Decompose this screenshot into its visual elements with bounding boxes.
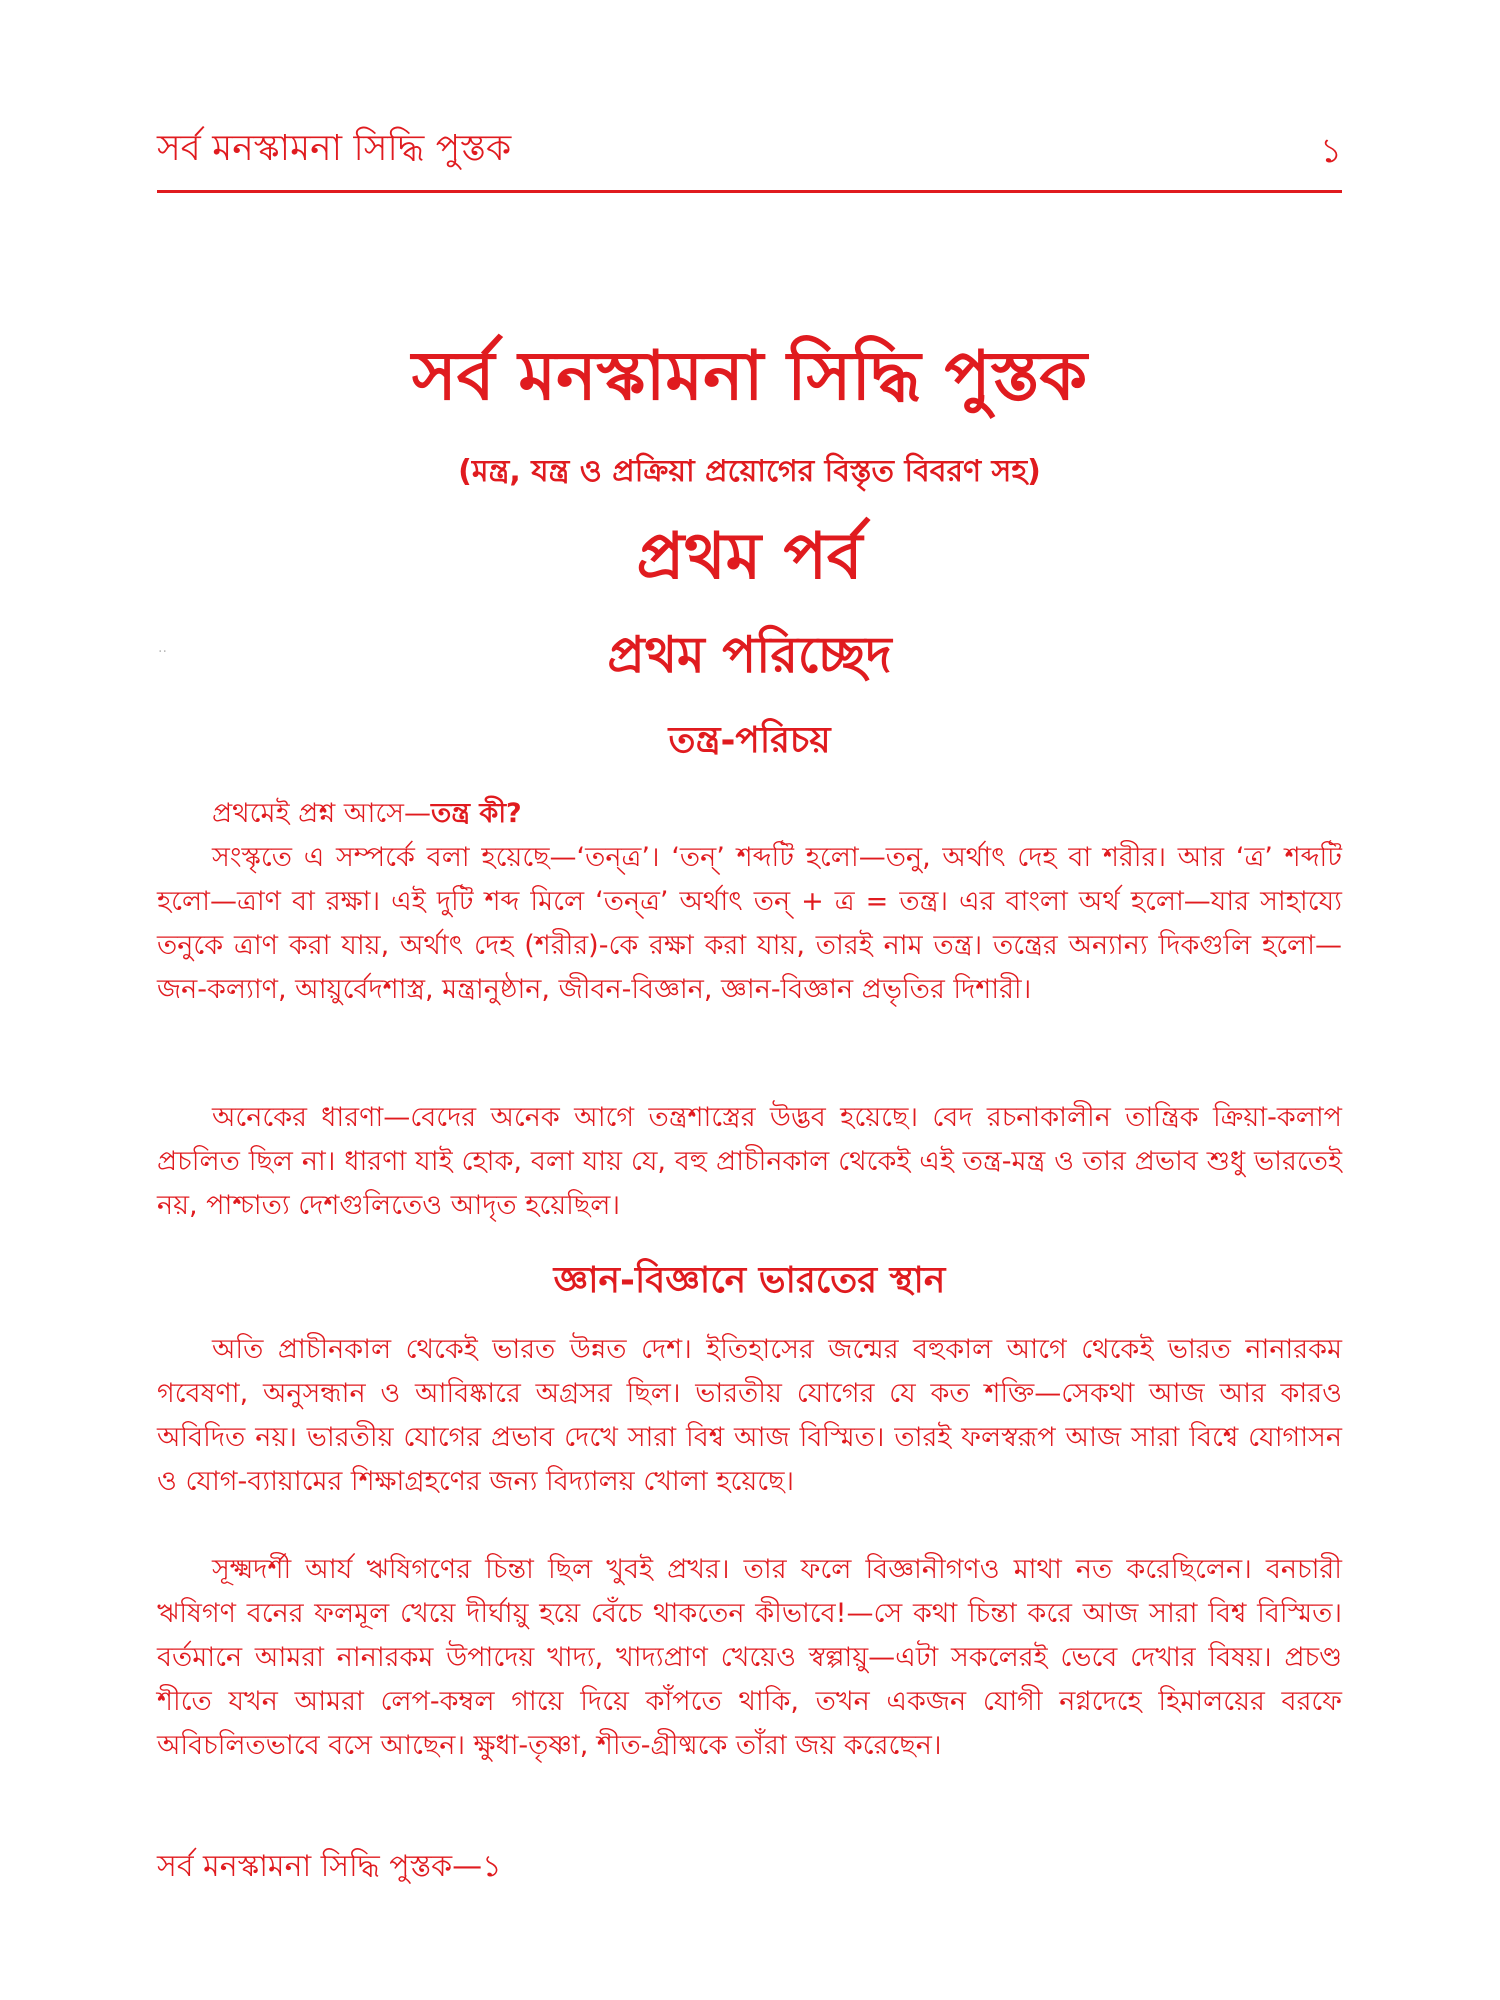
part-title: প্রথম পর্ব [636, 520, 863, 594]
question-lead: প্রথমেই প্রশ্ন আসে— [212, 798, 432, 829]
book-title: সর্ব মনস্কামনা সিদ্ধি পুস্তক [411, 337, 1088, 416]
paragraph-1: সংস্কৃতে এ সম্পর্কে বলা হয়েছে—‘তন্‌ত্র’। ‘তন্‌’ শব্দটি হলো—তনু, অর্থাৎ দেহ বা শরীর। আর ‘ত্র’ শব্দটি হলো—ত্রাণ বা রক্ষা। এই দুটি শব্দ মিলে ‘তন্‌ত্র’ অর্থাৎ তন্‌ + ত্র = তন্ত্র। এর বাংলা অর্থ হলো—যার সাহায্যে তনুকে ত্রাণ করা যায়, অর্থাৎ দেহ (শরীর)-কে রক্ষা করা যায়, তারই নাম তন্ত্র। তন্ত্রের অন্যান্য দিকগুলি হলো—জন-কল্যাণ, আয়ুর্বেদশাস্ত্র, মন্ত্রানুষ্ঠান, জীবন-বিজ্ঞান, জ্ঞান-বিজ্ঞান প্রভৃতির দিশারী। [157, 842, 1342, 1005]
running-title: সর্ব মনস্কামনা সিদ্ধি পুস্তক [157, 128, 512, 169]
section-2-title: জ্ঞান-বিজ্ঞানে ভারতের স্থান [553, 1260, 946, 1301]
book-subtitle: (মন্ত্র, যন্ত্র ও প্রক্রিয়া প্রয়োগের বিস্তৃত বিবরণ সহ) [458, 454, 1041, 489]
question-bold: তন্ত্র কী? [431, 798, 522, 829]
paragraph-3: অতি প্রাচীনকাল থেকেই ভারত উন্নত দেশ। ইতিহাসের জন্মের বহুকাল আগে থেকেই ভারত নানারকম গবেষণা, অনুসন্ধান ও আবিষ্কারে অগ্রসর ছিল। ভারতীয় যোগের যে কত শক্তি—সেকথা আজ আর কারও অবিদিত নয়। ভারতীয় যোগের প্রভাব দেখে সারা বিশ্ব আজ বিস্মিত। তারই ফলস্বরূপ আজ সারা বিশ্বে যোগাসন ও যোগ-ব্যায়ামের শিক্ষাগ্রহণের জন্য বিদ্যালয় খোলা হয়েছে। [157, 1334, 1342, 1497]
footer-signature: সর্ব মনস্কামনা সিদ্ধি পুস্তক—১ [157, 1849, 502, 1884]
section-title: তন্ত্র-পরিচয় [668, 720, 831, 761]
opening-question [157, 792, 1342, 836]
chapter-title: প্রথম পরিচ্ছেদ [607, 626, 892, 684]
header-rule [157, 190, 1342, 193]
paragraph-2: অনেকের ধারণা—বেদের অনেক আগে তন্ত্রশাস্ত্রের উদ্ভব হয়েছে। বেদ রচনাকালীন তান্ত্রিক ক্রিয়া-কলাপ প্রচলিত ছিল না। ধারণা যাই হোক, বলা যায় যে, বহু প্রাচীনকাল থেকেই এই তন্ত্র-মন্ত্র ও তার প্রভাব শুধু ভারতেই নয়, পাশ্চাত্য দেশগুলিতেও আদৃত হয়েছিল। [157, 1102, 1342, 1221]
paragraph-4: সূক্ষ্মদর্শী আর্য ঋষিগণের চিন্তা ছিল খুবই প্রখর। তার ফলে বিজ্ঞানীগণও মাথা নত করেছিলেন। বনচারী ঋষিগণ বনের ফলমূল খেয়ে দীর্ঘায়ু হয়ে বেঁচে থাকতেন কীভাবে!—সে কথা চিন্তা করে আজ সারা বিশ্ব বিস্মিত। বর্তমানে আমরা নানারকম উপাদেয় খাদ্য, খাদ্যপ্রাণ খেয়েও স্বল্পায়ু—এটা সকলেরই ভেবে দেখার বিষয়। প্রচণ্ড শীতে যখন আমরা লেপ-কম্বল গায়ে দিয়ে কাঁপতে থাকি, তখন একজন যোগী নগ্নদেহে হিমালয়ের বরফে অবিচলিতভাবে বসে আছেন। ক্ষুধা-তৃষ্ণা, শীত-গ্রীষ্মকে তাঁরা জয় করেছেন। [157, 1554, 1342, 1761]
scan-speck: ·· [158, 644, 167, 660]
running-header [157, 125, 1342, 175]
page-number: ১ [1319, 131, 1342, 171]
